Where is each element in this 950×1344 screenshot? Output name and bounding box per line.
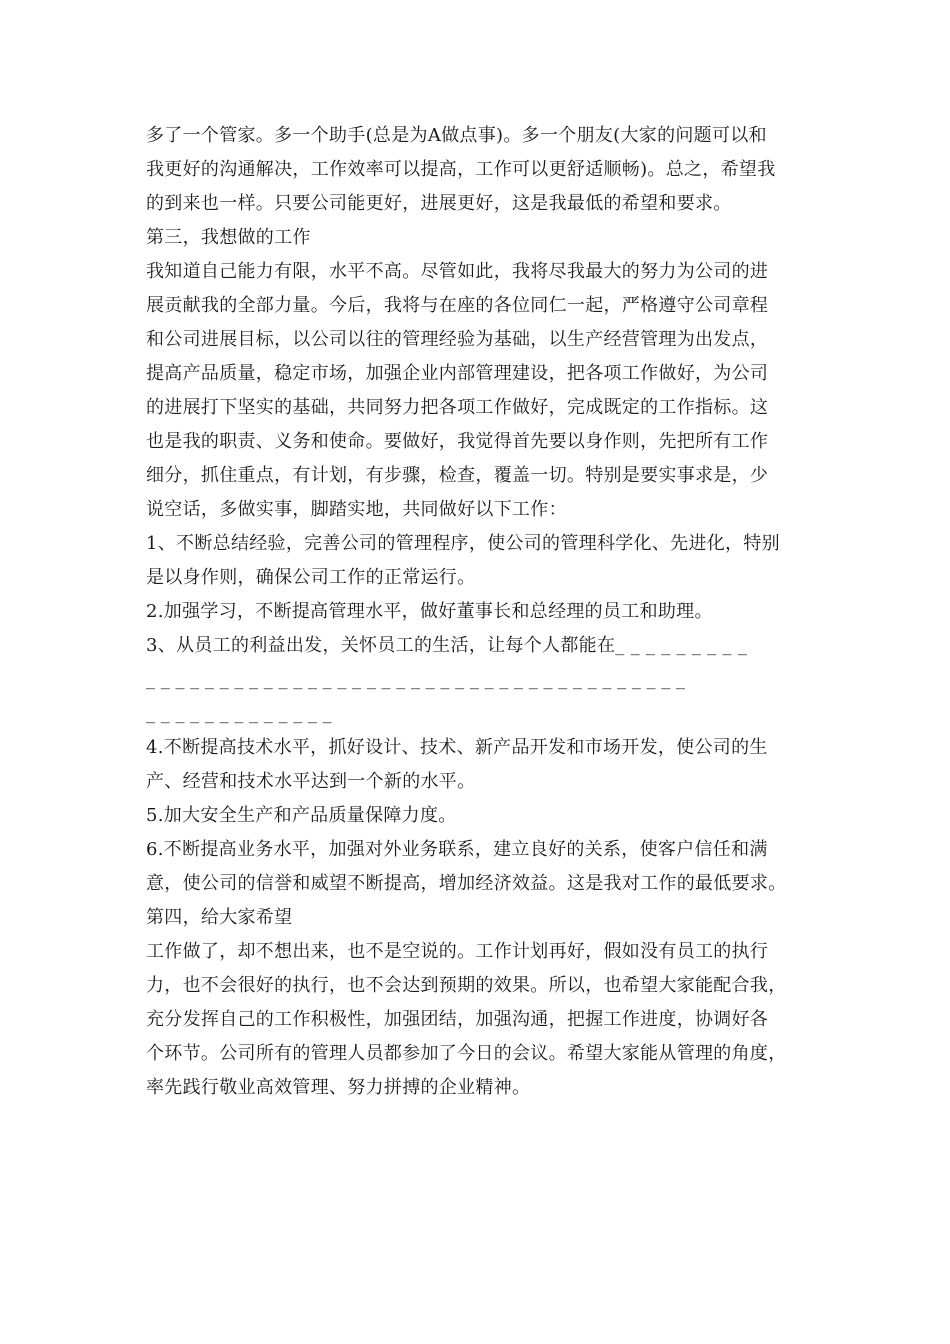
list-item-line: 6.不断提高业务水平，加强对外业务联系，建立良好的关系，使客户信任和满 xyxy=(146,839,768,860)
paragraph-line: 率先践行敬业高效管理、努力拼搏的企业精神。 xyxy=(146,1077,531,1098)
list-item-line: 意，使公司的信誉和威望不断提高，增加经济效益。这是我对工作的最低要求。 xyxy=(146,873,787,894)
paragraph-line: 我知道自己能力有限，水平不高。尽管如此，我将尽我最大的努力为公司的进 xyxy=(146,261,769,282)
paragraph-line: 展贡献我的全部力量。今后，我将与在座的各位同仁一起，严格遵守公司章程 xyxy=(146,295,769,316)
paragraph-line: 我更好的沟通解决，工作效率可以提高，工作可以更舒适顺畅)。总之，希望我 xyxy=(146,159,776,180)
list-item-line: 3、从员工的利益出发，关怀员工的生活，让每个人都能在_ _ _ _ _ _ _ _ _ xyxy=(146,635,748,656)
section-heading-third: 第三，我想做的工作 xyxy=(146,227,311,248)
document-body xyxy=(146,119,818,1105)
paragraph-line: 力，也不会很好的执行，也不会达到预期的效果。所以，也希望大家能配合我， xyxy=(146,975,787,996)
paragraph-line: 和公司进展目标，以公司以往的管理经验为基础，以生产经营管理为出发点， xyxy=(146,329,769,350)
list-item-line: 产、经营和技术水平达到一个新的水平。 xyxy=(146,771,476,792)
paragraph-line: 工作做了，却不想出来，也不是空说的。工作计划再好，假如没有员工的执行 xyxy=(146,941,769,962)
paragraph-line: 多了一个管家。多一个助手(总是为A做点事)。多一个朋友(大家的问题可以和 xyxy=(146,125,767,146)
paragraph-line: 的到来也一样。只要公司能更好，进展更好，这是我最低的希望和要求。 xyxy=(146,193,732,214)
paragraph-line: 的进展打下坚实的基础，共同努力把各项工作做好，完成既定的工作指标。这 xyxy=(146,397,769,418)
list-item-line: 4.不断提高技术水平，抓好设计、技术、新产品开发和市场开发，使公司的生 xyxy=(146,737,768,758)
list-item-line: 5.加大安全生产和产品质量保障力度。 xyxy=(146,805,457,826)
blank-fill-line: _ _ _ _ _ _ _ _ _ _ _ _ _ xyxy=(146,703,332,724)
paragraph-line: 提高产品质量，稳定市场，加强企业内部管理建设，把各项工作做好，为公司 xyxy=(146,363,769,384)
list-item-line: 1、不断总结经验，完善公司的管理程序，使公司的管理科学化、先进化，特别 xyxy=(146,533,780,554)
list-item-line: 2.加强学习，不断提高管理水平，做好董事长和总经理的员工和助理。 xyxy=(146,601,713,622)
blank-fill-line: _ _ _ _ _ _ _ _ _ _ _ _ _ _ _ _ _ _ _ _ _ _ _ _ _ _ _ _ _ _ _ _ _ _ _ _ _ xyxy=(146,669,685,690)
paragraph-line: 说空话，多做实事，脚踏实地，共同做好以下工作： xyxy=(146,499,567,520)
section-heading-fourth: 第四，给大家希望 xyxy=(146,907,293,928)
paragraph-line: 也是我的职责、义务和使命。要做好，我觉得首先要以身作则，先把所有工作 xyxy=(146,431,769,452)
paragraph-line: 细分，抓住重点，有计划，有步骤，检查，覆盖一切。特别是要实事求是，少 xyxy=(146,465,769,486)
paragraph-line: 充分发挥自己的工作积极性，加强团结，加强沟通，把握工作进度，协调好各 xyxy=(146,1009,769,1030)
list-item-line: 是以身作则，确保公司工作的正常运行。 xyxy=(146,567,476,588)
paragraph-line: 个环节。公司所有的管理人员都参加了今日的会议。希望大家能从管理的角度， xyxy=(146,1043,787,1064)
